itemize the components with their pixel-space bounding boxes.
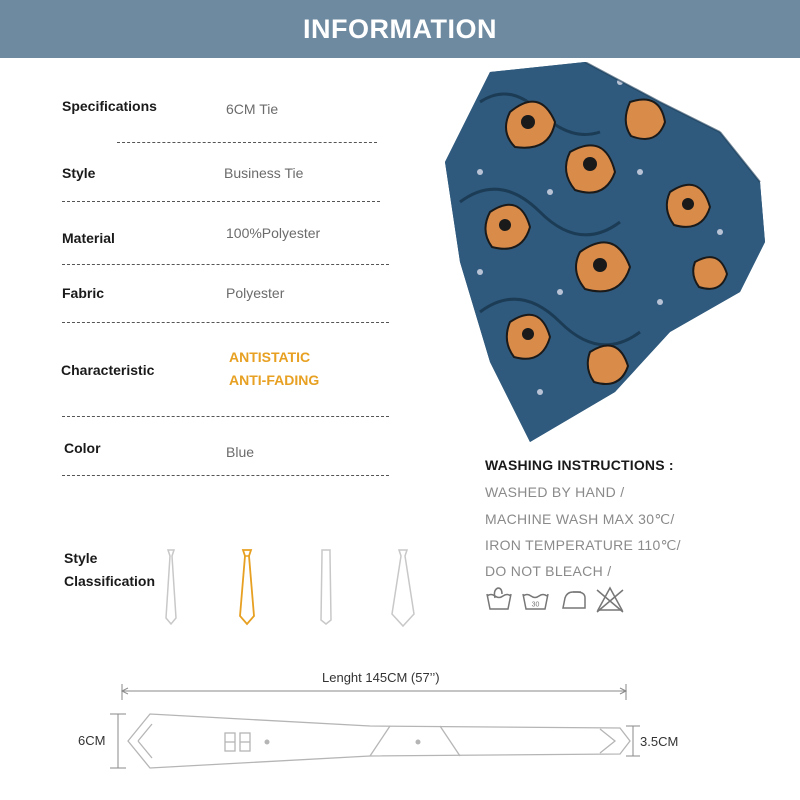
spec-value-specifications: 6CM Tie: [226, 101, 279, 117]
spec-value-color: Blue: [226, 444, 255, 460]
characteristic-antistatic: ANTISTATIC: [229, 349, 311, 365]
care-icons: [485, 584, 625, 614]
spec-label-style: Style: [62, 165, 96, 181]
iron-icon: [563, 592, 585, 608]
tie-dimension-diagram: [100, 680, 660, 780]
characteristic-anti-fading: ANTI-FADING: [229, 372, 320, 388]
spec-label-characteristic: Characteristic: [61, 362, 155, 378]
page-title: INFORMATION: [303, 13, 497, 44]
spec-value-material: 100%Polyester: [226, 225, 321, 241]
header-banner: [0, 0, 800, 58]
spec-value-fabric: Polyester: [226, 285, 285, 301]
do-not-bleach-icon: [597, 588, 623, 612]
tie-length-label: Lenght 145CM (57’’): [322, 670, 440, 685]
divider: [62, 416, 389, 417]
spec-label-fabric: Fabric: [62, 285, 105, 301]
washing-line-iron: IRON TEMPERATURE 110℃/: [485, 537, 681, 553]
classification-label-style: Style: [64, 550, 98, 566]
divider: [62, 264, 389, 265]
hand-wash-icon: [487, 588, 511, 609]
machine-wash-temp-label: 30: [531, 601, 540, 609]
divider: [117, 142, 377, 143]
spec-label-specifications: Specifications: [62, 98, 157, 114]
washing-line-machine: MACHINE WASH MAX 30℃/: [485, 511, 675, 527]
divider: [62, 201, 380, 202]
spec-value-characteristic: [229, 346, 319, 392]
tie-style-option-4: [388, 548, 418, 630]
divider: [62, 322, 389, 323]
divider: [62, 475, 389, 476]
spec-label-material: Material: [62, 230, 115, 246]
classification-label-classification: Classification: [64, 573, 156, 589]
tie-narrow-end-width: 3.5CM: [640, 734, 679, 749]
machine-wash-30-icon: [523, 594, 548, 609]
washing-instructions-title: WASHING INSTRUCTIONS :: [485, 457, 674, 473]
spec-value-style: Business Tie: [224, 165, 304, 181]
tie-style-option-2-selected: [234, 548, 260, 628]
washing-line-bleach: DO NOT BLEACH /: [485, 563, 612, 579]
tie-wide-end-width: 6CM: [78, 733, 106, 748]
washing-line-hand: WASHED BY HAND /: [485, 484, 625, 500]
tie-style-option-3: [314, 548, 338, 628]
tie-style-option-1: [160, 548, 182, 628]
spec-label-color: Color: [64, 440, 101, 456]
tie-product-photo: [420, 62, 800, 452]
